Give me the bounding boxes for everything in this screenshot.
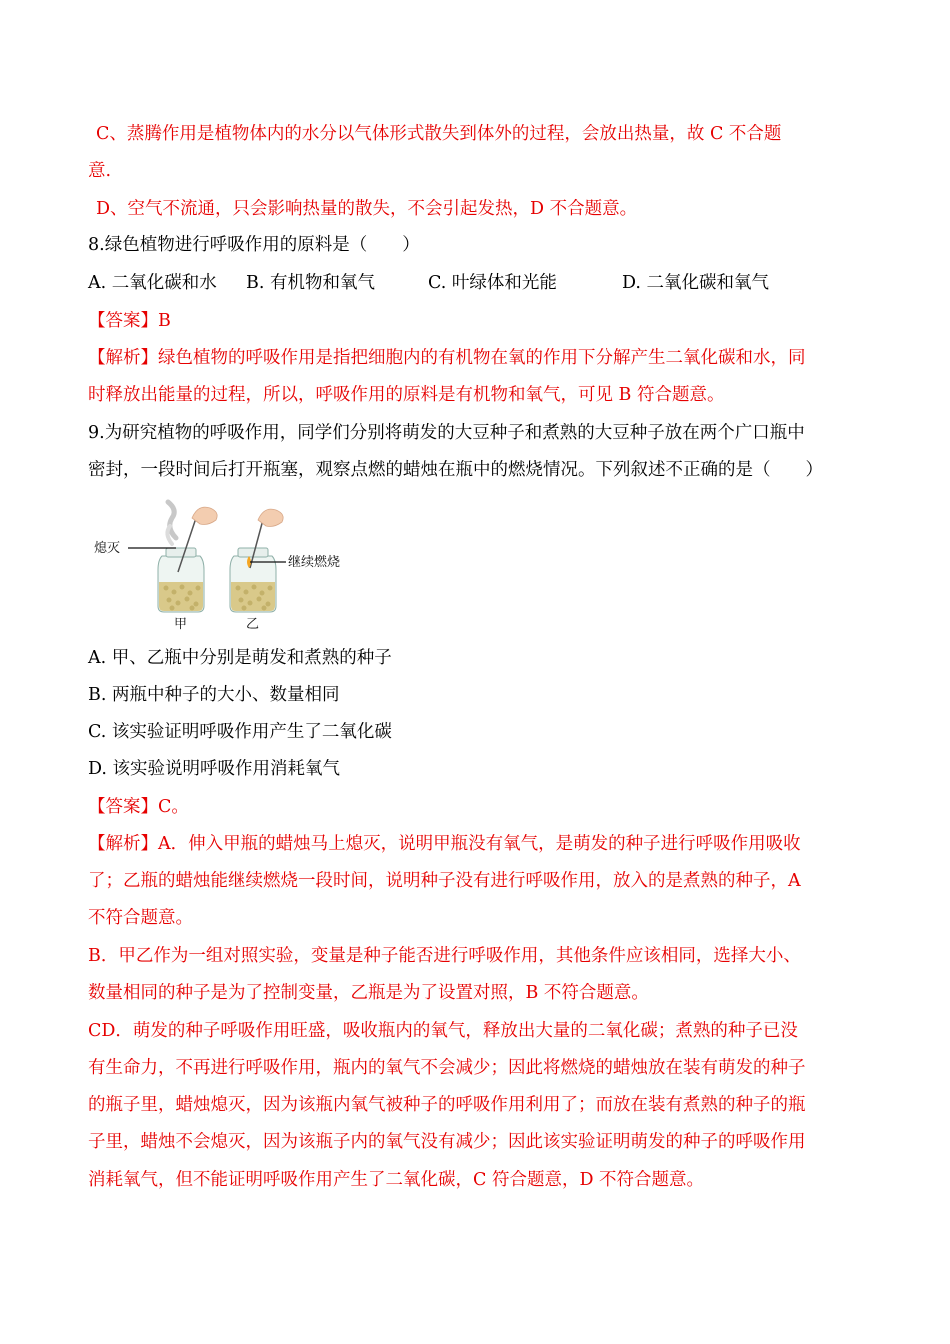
- experiment-figure: [92, 498, 362, 633]
- q9-stem-line1: 9.为研究植物的呼吸作用，同学们分别将萌发的大豆种子和煮熟的大豆种子放在两个广口瓶中: [88, 423, 805, 443]
- q9-analysis-line: 有生命力，不再进行呼吸作用，瓶内的氧气不会减少；因此将燃烧的蜡烛放在装有萌发的种子: [88, 1058, 806, 1078]
- jar-b-illustration: [230, 509, 283, 612]
- q8-stem: 8.绿色植物进行呼吸作用的原料是（ ）: [88, 235, 420, 255]
- prev-analysis-c-line2: 意.: [88, 161, 112, 181]
- prev-analysis-c-line1: C、蒸腾作用是植物体内的水分以气体形式散失到体外的过程，会放出热量，故 C 不合题: [96, 124, 782, 144]
- q9-analysis-line: 的瓶子里，蜡烛熄灭，因为该瓶内氧气被种子的呼吸作用利用了；而放在装有煮熟的种子的瓶: [88, 1095, 806, 1115]
- q9-analysis-line: CD．萌发的种子呼吸作用旺盛，吸收瓶内的氧气，释放出大量的二氧化碳；煮熟的种子已没: [88, 1021, 798, 1041]
- label-jar-a: 甲: [174, 617, 188, 632]
- q8-option-d: D. 二氧化碳和氧气: [622, 273, 770, 293]
- label-extinguished: 熄灭: [94, 541, 121, 556]
- q8-answer: 【答案】B: [88, 311, 171, 331]
- q9-option-a: A. 甲、乙瓶中分别是萌发和煮熟的种子: [88, 648, 392, 668]
- q9-answer: 【答案】C。: [88, 797, 189, 817]
- q9-option-b: B. 两瓶中种子的大小、数量相同: [88, 685, 340, 705]
- label-continue-burning: 继续燃烧: [288, 555, 341, 570]
- q9-stem-line2: 密封，一段时间后打开瓶塞，观察点燃的蜡烛在瓶中的燃烧情况。下列叙述不正确的是（ ）: [88, 460, 823, 480]
- q8-option-a: A. 二氧化碳和水: [88, 273, 217, 293]
- q8-option-b: B. 有机物和氧气: [246, 273, 375, 293]
- q8-analysis-line2: 时释放出能量的过程，所以，呼吸作用的原料是有机物和氧气，可见 B 符合题意。: [88, 385, 725, 405]
- label-jar-b: 乙: [246, 617, 260, 632]
- q9-analysis-line: 【解析】A．伸入甲瓶的蜡烛马上熄灭，说明甲瓶没有氧气，是萌发的种子进行呼吸作用吸收: [88, 834, 801, 854]
- q9-analysis-line: 不符合题意。: [88, 908, 193, 928]
- q9-option-c: C. 该实验证明呼吸作用产生了二氧化碳: [88, 722, 392, 742]
- q9-analysis-line: 子里，蜡烛不会熄灭，因为该瓶子内的氧气没有减少；因此该实验证明萌发的种子的呼吸作用: [88, 1132, 806, 1152]
- q9-analysis-line: B．甲乙作为一组对照实验，变量是种子能否进行呼吸作用，其他条件应该相同，选择大小、: [88, 946, 801, 966]
- q9-option-d: D. 该实验说明呼吸作用消耗氧气: [88, 759, 341, 779]
- q9-analysis-line: 消耗氧气，但不能证明呼吸作用产生了二氧化碳，C 符合题意，D 不符合题意。: [88, 1170, 705, 1190]
- q9-analysis-line: 数量相同的种子是为了控制变量，乙瓶是为了设置对照，B 不符合题意。: [88, 983, 649, 1003]
- jar-a-illustration: [158, 502, 217, 612]
- q8-analysis-line1: 【解析】绿色植物的呼吸作用是指把细胞内的有机物在氧的作用下分解产生二氧化碳和水，同: [88, 348, 806, 368]
- q9-analysis-line: 了；乙瓶的蜡烛能继续燃烧一段时间，说明种子没有进行呼吸作用，放入的是煮熟的种子，A: [88, 871, 801, 891]
- q8-option-c: C. 叶绿体和光能: [428, 273, 557, 293]
- prev-analysis-d-line: D、空气不流通，只会影响热量的散失，不会引起发热，D 不合题意。: [96, 199, 638, 219]
